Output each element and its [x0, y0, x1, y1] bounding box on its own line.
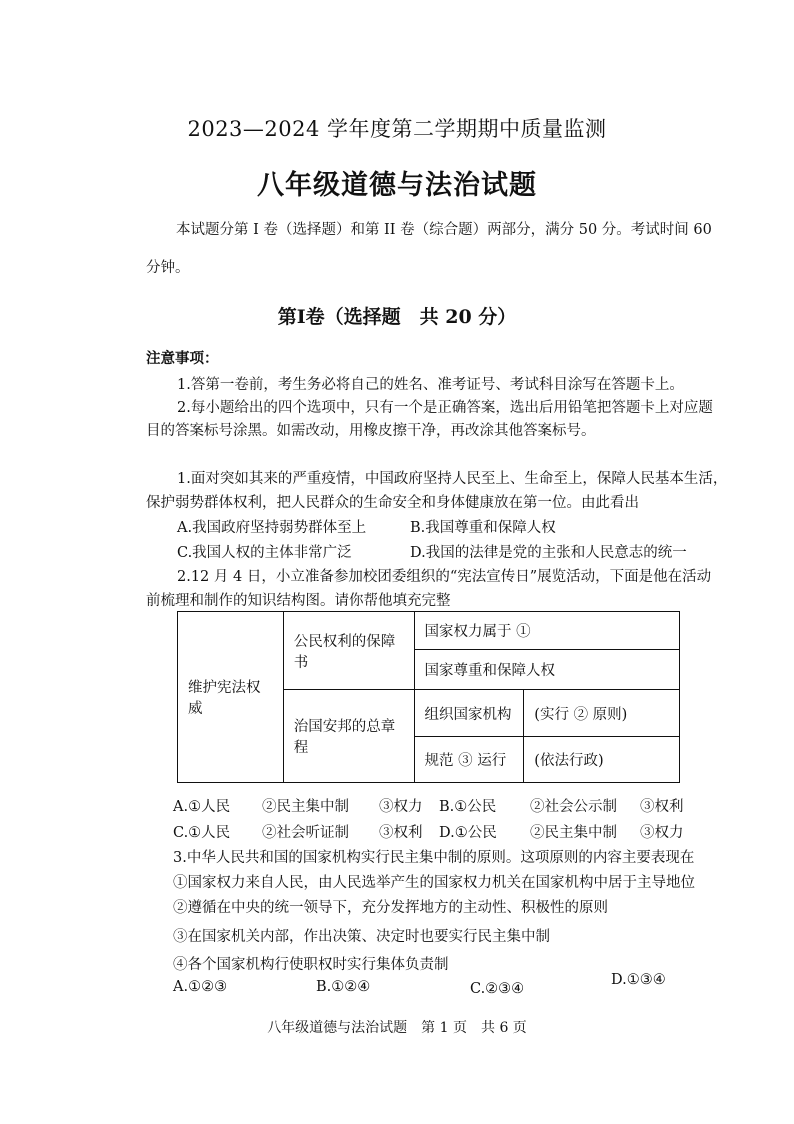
q2-option-d-3: ③权力: [640, 825, 684, 841]
table-branch-2-item-2-note: (依法行政): [524, 737, 680, 783]
notes-item-2-line-1: 2.每小题给出的四个选项中，只有一个是正确答案，选出后用铅笔把答题卡上对应题: [177, 400, 713, 416]
q2-option-b-1[interactable]: B.①公民: [439, 799, 497, 815]
notes-item-1: 1.答第一卷前，考生务必将自己的姓名、准考证号、考试科目涂写在答题卡上。: [177, 377, 684, 393]
q1-option-c[interactable]: C.我国人权的主体非常广泛: [177, 545, 352, 561]
q2-option-d-1[interactable]: D.①公民: [439, 825, 497, 841]
table-branch-2: 治国安邦的总章程: [283, 690, 414, 783]
q2-option-c-3: ③权利: [379, 825, 423, 841]
q2-option-a-1[interactable]: A.①人民: [173, 799, 231, 815]
intro-line-2: 分钟。: [146, 260, 190, 276]
q1-option-a[interactable]: A.我国政府坚持弱势群体至上: [177, 520, 367, 536]
q3-option-d[interactable]: D.①③④: [611, 972, 666, 988]
section-title: 第I卷（选择题 共 20 分）: [277, 306, 517, 328]
q2-option-a-3: ③权力: [379, 799, 423, 815]
table-branch-2-item-1: 组织国家机构: [414, 690, 524, 737]
knowledge-structure-table: [177, 611, 680, 783]
q2-option-c-2: ②社会听证制: [262, 825, 349, 841]
q3-option-a[interactable]: A.①②③: [173, 979, 228, 995]
table-branch-1-item-2: 国家尊重和保障人权: [414, 650, 679, 690]
q3-option-b[interactable]: B.①②④: [316, 979, 371, 995]
q3-item-1: ①国家权力来自人民，由人民选举产生的国家权力机关在国家机构中居于主导地位: [173, 875, 695, 891]
table-branch-1: 公民权利的保障书: [283, 612, 414, 690]
page-footer: 八年级道德与法治试题 第 1 页 共 6 页: [267, 1020, 527, 1036]
exam-title: 2023—2024 学年度第二学期期中质量监测: [187, 117, 607, 141]
q1-stem-line-2: 保护弱势群体权利，把人民群众的生命安全和身体健康放在第一位。由此看出: [146, 495, 639, 511]
q2-option-d-2: ②民主集中制: [530, 825, 617, 841]
q3-item-3: ③在国家机关内部，作出决策、决定时也要实行民主集中制: [173, 929, 550, 945]
q1-option-b[interactable]: B.我国尊重和保障人权: [410, 520, 556, 536]
table-branch-2-item-2: 规范 ③ 运行: [414, 737, 524, 783]
intro-line-1: 本试题分第 I 卷（选择题）和第 II 卷（综合题）两部分，满分 50 分。考试时间 60: [176, 222, 712, 238]
table-root-cell: 维护宪法权威: [178, 612, 284, 783]
table-branch-2-item-1-note: (实行 ② 原则): [524, 690, 680, 737]
q2-stem-line-2: 前梳理和制作的知识结构图。请你帮他填充完整: [146, 593, 451, 609]
q2-stem-line-1: 2.12 月 4 日，小立准备参加校团委组织的“宪法宣传日”展览活动，下面是他在活动: [177, 569, 712, 585]
q2-option-a-2: ②民主集中制: [262, 799, 349, 815]
q1-stem-line-1: 1.面对突如其来的严重疫情，中国政府坚持人民至上、生命至上，保障人民基本生活，: [177, 471, 728, 487]
q3-option-c[interactable]: C.②③④: [470, 981, 525, 997]
q3-item-2: ②遵循在中央的统一领导下，充分发挥地方的主动性、积极性的原则: [173, 900, 608, 916]
q3-stem: 3.中华人民共和国的国家机构实行民主集中制的原则。这项原则的内容主要表现在: [173, 850, 695, 866]
q1-option-d[interactable]: D.我国的法律是党的主张和人民意志的统一: [410, 545, 687, 561]
q3-item-4: ④各个国家机构行使职权时实行集体负责制: [173, 957, 449, 973]
table-branch-1-item-1: 国家权力属于 ①: [414, 612, 679, 650]
q2-option-b-2: ②社会公示制: [530, 799, 617, 815]
notes-item-2-line-2: 目的答案标号涂黑。如需改动，用橡皮擦干净，再改涂其他答案标号。: [146, 423, 596, 439]
subject-title: 八年级道德与法治试题: [257, 170, 537, 201]
q2-option-b-3: ③权利: [640, 799, 684, 815]
q2-option-c-1[interactable]: C.①人民: [173, 825, 231, 841]
notes-heading: 注意事项：: [146, 350, 219, 367]
